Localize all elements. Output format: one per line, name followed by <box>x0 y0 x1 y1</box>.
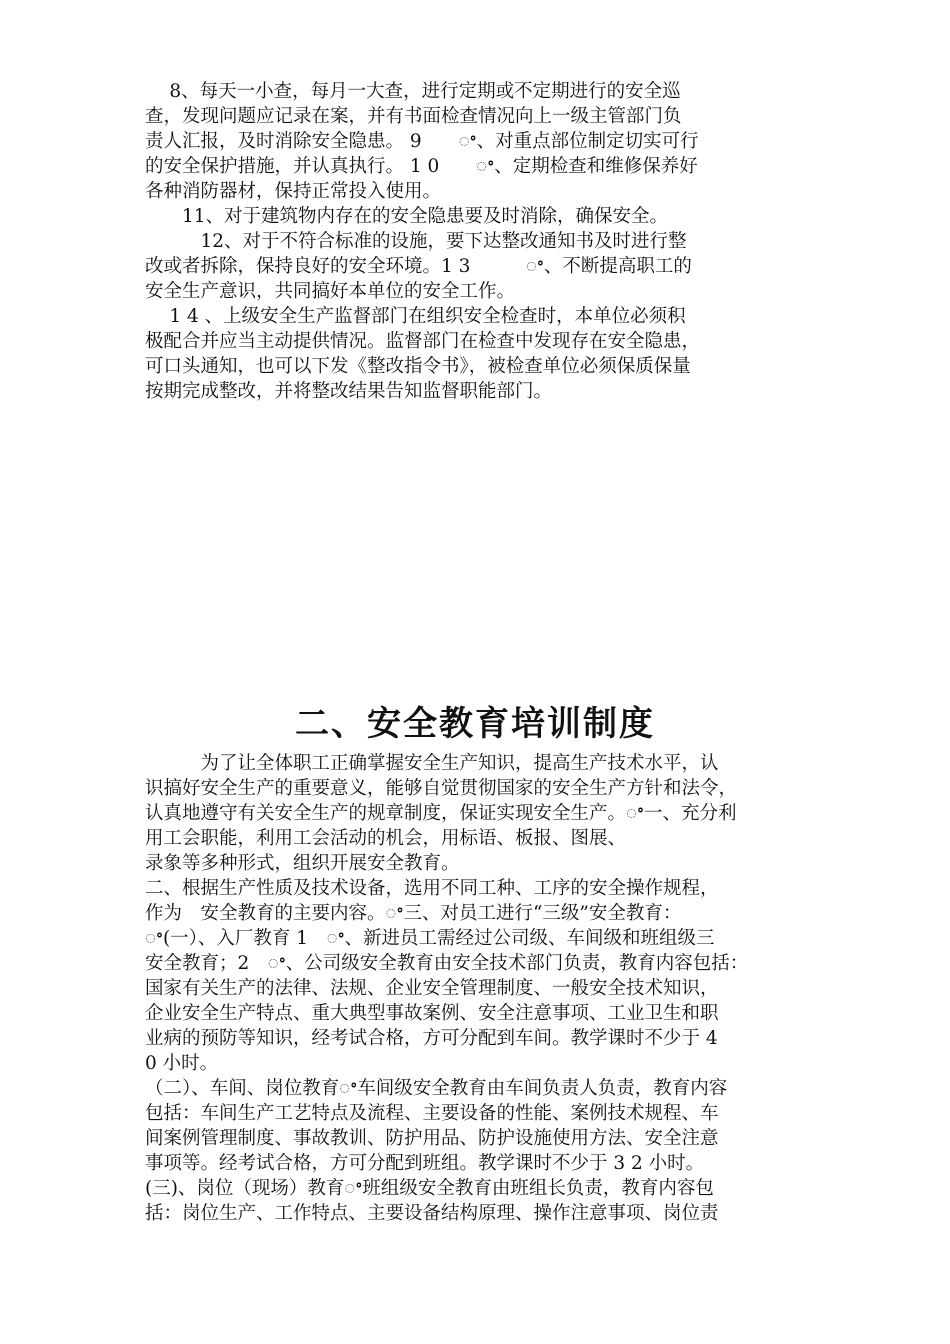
paragraph-line: 极配合并应当主动提供情况。监督部门在检查中发现存在安全隐患， <box>145 331 701 352</box>
paragraph-line: 用工会职能，利用工会活动的机会，用标语、板报、图展、 <box>145 828 627 849</box>
paragraph-line: 录象等多种形式，组织开展安全教育。 <box>145 853 460 874</box>
paragraph-line: 12、对于不符合标准的设施，要下达整改通知书及时进行整 <box>145 231 687 252</box>
paragraph-line: ꢀ(一）、入厂教育 1 ꢀ、新进员工需经过公司级、车间级和班组级三 <box>145 928 715 949</box>
paragraph-line: 11、对于建筑物内存在的安全隐患要及时消除，确保安全。 <box>145 206 669 227</box>
paragraph-line: 作为 安全教育的主要内容。ꢀ三、对员工进行“三级”安全教育： <box>145 903 682 924</box>
paragraph-line: 1 4 、上级安全生产监督部门在组织安全检查时，本单位必须积 <box>145 306 686 327</box>
paragraph-line: 责人汇报，及时消除安全隐患。 9 ꢀ、对重点部位制定切实可行 <box>145 131 699 152</box>
paragraph-line: 间案例管理制度、事故教训、防护用品、防护设施使用方法、安全注意 <box>145 1128 719 1149</box>
paragraph-line: 国家有关生产的法律、法规、企业安全管理制度、一般安全技术知识， <box>145 978 719 999</box>
paragraph-line: 改或者拆除，保持良好的安全环境。1 3 ꢀ、不断提高职工的 <box>145 256 692 277</box>
paragraph-line: 事项等。经考试合格，方可分配到班组。教学课时不少于 3 2 小时。 <box>145 1153 705 1174</box>
paragraph-line: 企业安全生产特点、重大典型事故案例、安全注意事项、工业卫生和职 <box>145 1003 719 1024</box>
paragraph-line: 安全教育；2 ꢀ、公司级安全教育由安全技术部门负责，教育内容包括： <box>145 953 749 974</box>
paragraph-line: 的安全保护措施，并认真执行。 1 0 ꢀ、定期检查和维修保养好 <box>145 156 698 177</box>
paragraph-line: 括：岗位生产、工作特点、主要设备结构原理、操作注意事项、岗位责 <box>145 1203 719 1224</box>
paragraph-line: (三)、岗位（现场）教育ꢀ班组级安全教育由班组长负责，教育内容包 <box>145 1178 714 1199</box>
paragraph-line: 认真地遵守有关安全生产的规章制度，保证实现安全生产。ꢀ一、充分利 <box>145 803 737 824</box>
paragraph-line: 可口头通知，也可以下发《整改指令书》，被检查单位必须保质保量 <box>145 356 691 377</box>
section-title: 二、安全教育培训制度 <box>295 704 655 744</box>
paragraph-line: 0 小时。 <box>145 1053 219 1074</box>
paragraph-line: 安全生产意识，共同搞好本单位的安全工作。 <box>145 281 516 302</box>
paragraph-line: 包括：车间生产工艺特点及流程、主要设备的性能、案例技术规程、车 <box>145 1103 719 1124</box>
paragraph-line: 按期完成整改，并将整改结果告知监督职能部门。 <box>145 381 553 402</box>
paragraph-line: （二）、车间、岗位教育ꢀ车间级安全教育由车间负责人负责，教育内容 <box>145 1078 728 1099</box>
paragraph-line: 为了让全体职工正确掌握安全生产知识，提高生产技术水平，认 <box>145 753 719 774</box>
paragraph-line: 各种消防器材，保持正常投入使用。 <box>145 181 442 202</box>
paragraph-line: 查，发现问题应记录在案，并有书面检查情况向上一级主管部门负 <box>145 106 682 127</box>
paragraph-line: 业病的预防等知识，经考试合格，方可分配到车间。教学课时不少于 4 <box>145 1028 718 1049</box>
paragraph-line: 二、根据生产性质及技术设备，选用不同工种、工序的安全操作规程， <box>145 878 719 899</box>
paragraph-line: 识搞好安全生产的重要意义，能够自觉贯彻国家的安全生产方针和法令， <box>145 778 738 799</box>
paragraph-line: 8、每天一小查，每月一大查，进行定期或不定期进行的安全巡 <box>145 81 681 102</box>
